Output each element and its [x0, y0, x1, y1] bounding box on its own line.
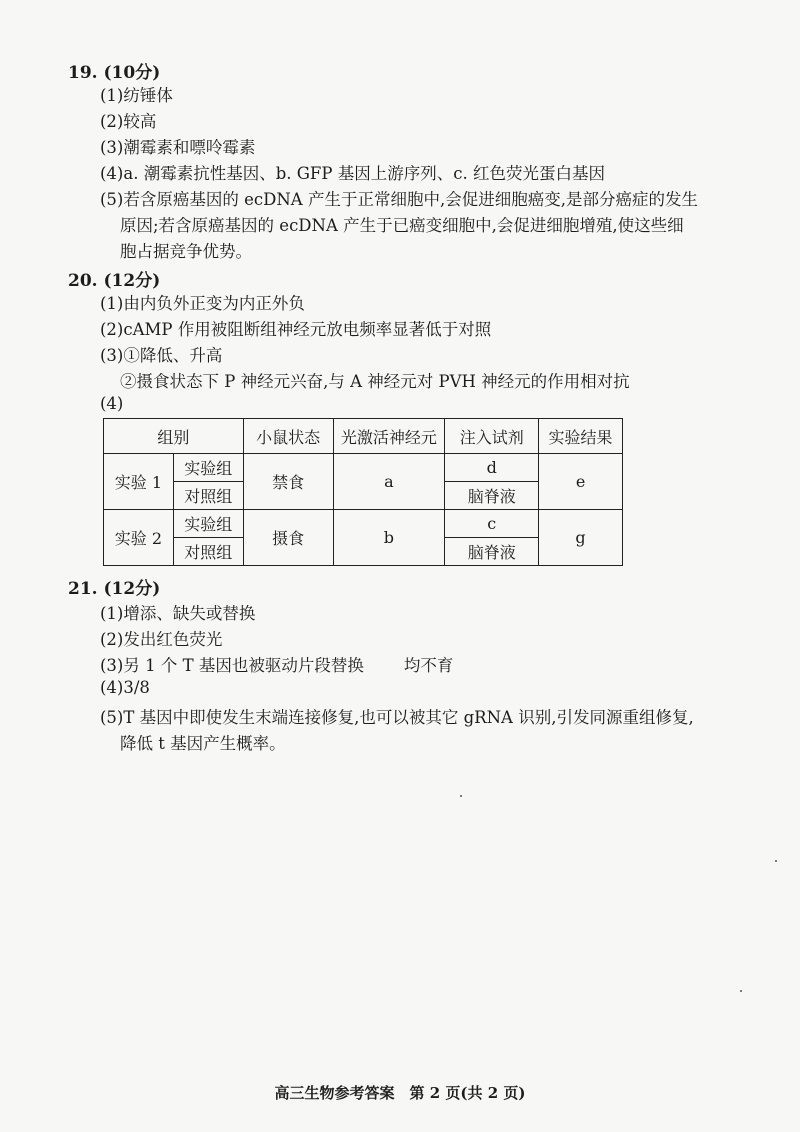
- exp2-result: g: [539, 510, 623, 566]
- exp1-group-experimental: 实验组: [173, 454, 243, 482]
- scan-speck: [740, 990, 742, 992]
- q19-answer-5: (5)若含原癌基因的 ecDNA 产生于正常细胞中,会促进细胞癌变,是部分癌症的发生: [100, 190, 698, 209]
- exp1-state: 禁食: [243, 454, 333, 510]
- q19-answer-3: (3)潮霉素和嘌呤霉素: [100, 138, 256, 157]
- q21-answer-3-part-2: 均不育: [403, 656, 454, 675]
- q21-answer-3: [100, 652, 453, 676]
- q21-answer-1: (1)增添、缺失或替换: [100, 604, 256, 623]
- q20-answer-1: (1)由内负外正变为内正外负: [100, 294, 305, 313]
- scan-speck: [775, 860, 777, 862]
- exp2-group-experimental: 实验组: [173, 510, 243, 538]
- header-injected-reagent: 注入试剂: [445, 419, 539, 454]
- q20-answer-3-part-2: ②摄食状态下 P 神经元兴奋,与 A 神经元对 PVH 神经元的作用相对抗: [120, 372, 630, 391]
- q19-answer-1: (1)纺锤体: [100, 86, 173, 105]
- table-row: [104, 510, 623, 538]
- experiment-table: [103, 418, 623, 566]
- scan-speck: [460, 795, 462, 797]
- q19-answer-2: (2)较高: [100, 112, 157, 131]
- q21-answer-3-part-1: (3)另 1 个 T 基因也被驱动片段替换: [100, 656, 364, 675]
- q21-answer-5-cont: 降低 t 基因产生概率。: [120, 734, 286, 753]
- exp1-reagent-control: 脑脊液: [445, 482, 539, 510]
- exp2-neuron: b: [333, 510, 445, 566]
- q19-answer-5-cont-1: 原因;若含原癌基因的 ecDNA 产生于已癌变细胞中,会促进细胞增殖,使这些细: [120, 216, 684, 235]
- header-result: 实验结果: [539, 419, 623, 454]
- q19-answer-4: (4)a. 潮霉素抗性基因、b. GFP 基因上游序列、c. 红色荧光蛋白基因: [100, 164, 605, 183]
- page-footer: 高三生物参考答案 第 2 页(共 2 页): [274, 1084, 526, 1102]
- q20-answer-3: (3)①降低、升高: [100, 346, 223, 365]
- q21-answer-2: (2)发出红色荧光: [100, 630, 223, 649]
- exp1-result: e: [539, 454, 623, 510]
- exp1-neuron: a: [333, 454, 445, 510]
- exp2-name: 实验 2: [104, 510, 174, 566]
- table-row: [104, 454, 623, 482]
- header-activated-neuron: 光激活神经元: [333, 419, 445, 454]
- q20-answer-4: (4): [100, 394, 124, 413]
- exp1-reagent-experimental: d: [445, 454, 539, 482]
- q20-heading: 20. (12分): [68, 271, 161, 291]
- q21-answer-4: (4)3/8: [100, 678, 150, 697]
- q21-heading: 21. (12分): [68, 579, 161, 599]
- exp2-group-control: 对照组: [173, 538, 243, 566]
- exp2-reagent-experimental: c: [445, 510, 539, 538]
- header-mouse-state: 小鼠状态: [243, 419, 333, 454]
- q20-answer-2: (2)cAMP 作用被阻断组神经元放电频率显著低于对照: [100, 320, 492, 339]
- exp2-reagent-control: 脑脊液: [445, 538, 539, 566]
- header-group: 组别: [104, 419, 244, 454]
- table-header-row: [104, 419, 623, 454]
- q19-answer-5-cont-2: 胞占据竞争优势。: [120, 242, 252, 261]
- q19-heading: 19. (10分): [68, 63, 161, 83]
- exp1-group-control: 对照组: [173, 482, 243, 510]
- exp2-state: 摄食: [243, 510, 333, 566]
- q21-answer-5: (5)T 基因中即使发生末端连接修复,也可以被其它 gRNA 识别,引发同源重组修复,: [100, 708, 694, 727]
- exp1-name: 实验 1: [104, 454, 174, 510]
